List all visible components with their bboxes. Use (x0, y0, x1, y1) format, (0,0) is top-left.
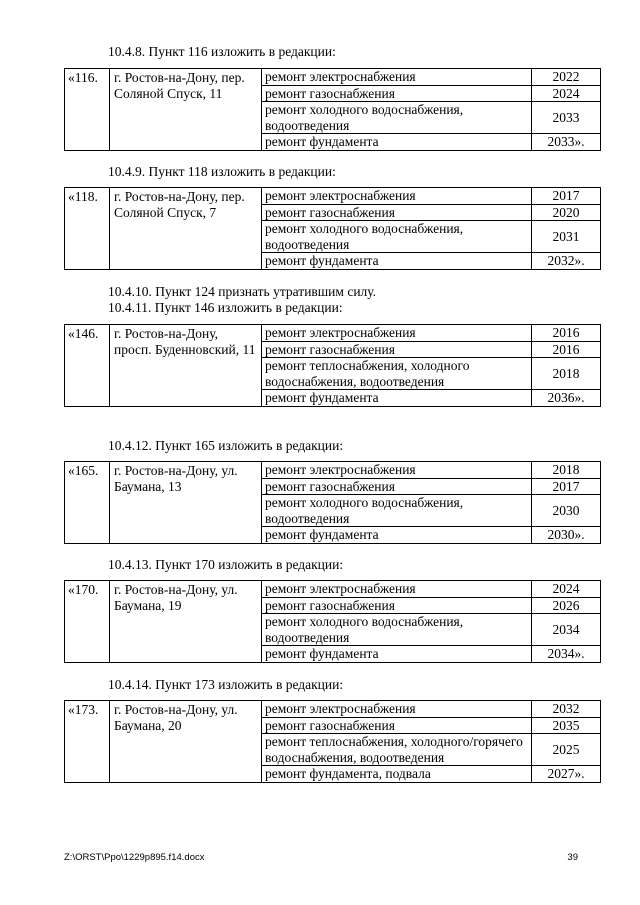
page-number: 39 (567, 852, 578, 863)
work-year: 2027». (532, 766, 601, 783)
work-year: 2018 (532, 462, 601, 479)
item-number: «146. (65, 325, 110, 407)
work-year: 2018 (532, 358, 601, 390)
table-row (65, 188, 601, 205)
work-type: ремонт электроснабжения (262, 69, 532, 86)
work-type: ремонт электроснабжения (262, 462, 532, 479)
work-year: 2034». (532, 646, 601, 663)
amendment-paragraph: 10.4.11. Пункт 146 изложить в редакции: (108, 300, 343, 315)
work-type: ремонт газоснабжения (262, 204, 532, 221)
work-type: ремонт фундамента, подвала (262, 766, 532, 783)
work-year: 2030 (532, 495, 601, 527)
work-year: 2017 (532, 478, 601, 495)
work-year: 2034 (532, 614, 601, 646)
work-type: ремонт фундамента (262, 646, 532, 663)
item-address: г. Ростов-на-Дону, пер. Соляной Спуск, 11 (110, 69, 262, 151)
work-type: ремонт холодного водоснабжения, водоотведения (262, 495, 532, 527)
work-type: ремонт газоснабжения (262, 597, 532, 614)
work-year: 2026 (532, 597, 601, 614)
work-year: 2032». (532, 253, 601, 270)
work-year: 2016 (532, 341, 601, 358)
work-year: 2033». (532, 134, 601, 151)
work-year: 2032 (532, 701, 601, 718)
item-address: г. Ростов-на-Дону, ул. Баумана, 20 (110, 701, 262, 783)
work-type: ремонт холодного водоснабжения, водоотведения (262, 221, 532, 253)
work-type: ремонт электроснабжения (262, 188, 532, 205)
footer-file-path: Z:\ORST\Ppo\1229p895.f14.docx (64, 852, 205, 863)
work-year: 2036». (532, 390, 601, 407)
item-address: г. Ростов-на-Дону, пер. Соляной Спуск, 7 (110, 188, 262, 270)
work-type: ремонт фундамента (262, 527, 532, 544)
work-type: ремонт электроснабжения (262, 325, 532, 342)
item-table (64, 700, 601, 783)
item-table (64, 68, 601, 151)
work-year: 2020 (532, 204, 601, 221)
table-row (65, 69, 601, 86)
amendment-paragraph: 10.4.9. Пункт 118 изложить в редакции: (108, 164, 336, 179)
work-type: ремонт холодного водоснабжения, водоотведения (262, 614, 532, 646)
work-year: 2030». (532, 527, 601, 544)
work-type: ремонт газоснабжения (262, 85, 532, 102)
work-type: ремонт теплоснабжения, холодного водоснабжения, водоотведения (262, 358, 532, 390)
item-table (64, 324, 601, 407)
work-type: ремонт теплоснабжения, холодного/горячего водоснабжения, водоотведения (262, 734, 532, 766)
work-type: ремонт электроснабжения (262, 581, 532, 598)
table-row (65, 462, 601, 479)
item-table (64, 187, 601, 270)
work-year: 2024 (532, 581, 601, 598)
work-type: ремонт газоснабжения (262, 341, 532, 358)
work-type: ремонт фундамента (262, 390, 532, 407)
work-type: ремонт фундамента (262, 134, 532, 151)
item-number: «116. (65, 69, 110, 151)
work-type: ремонт газоснабжения (262, 478, 532, 495)
work-year: 2025 (532, 734, 601, 766)
item-table (64, 580, 601, 663)
item-number: «173. (65, 701, 110, 783)
work-year: 2016 (532, 325, 601, 342)
amendment-paragraph: 10.4.10. Пункт 124 признать утратившим силу. (108, 284, 377, 299)
work-year: 2035 (532, 717, 601, 734)
work-type: ремонт электроснабжения (262, 701, 532, 718)
item-address: г. Ростов-на-Дону, ул. Баумана, 19 (110, 581, 262, 663)
table-row (65, 701, 601, 718)
work-year: 2033 (532, 102, 601, 134)
work-type: ремонт газоснабжения (262, 717, 532, 734)
work-year: 2024 (532, 85, 601, 102)
item-address: г. Ростов-на-Дону, просп. Буденновский, 11 (110, 325, 262, 407)
item-number: «165. (65, 462, 110, 544)
item-address: г. Ростов-на-Дону, ул. Баумана, 13 (110, 462, 262, 544)
work-year: 2017 (532, 188, 601, 205)
work-type: ремонт холодного водоснабжения, водоотведения (262, 102, 532, 134)
item-number: «170. (65, 581, 110, 663)
work-type: ремонт фундамента (262, 253, 532, 270)
item-number: «118. (65, 188, 110, 270)
amendment-paragraph: 10.4.14. Пункт 173 изложить в редакции: (108, 677, 344, 692)
amendment-paragraph: 10.4.12. Пункт 165 изложить в редакции: (108, 438, 344, 453)
amendment-paragraph: 10.4.13. Пункт 170 изложить в редакции: (108, 557, 344, 572)
table-row (65, 325, 601, 342)
work-year: 2031 (532, 221, 601, 253)
item-table (64, 461, 601, 544)
intro-paragraph: 10.4.8. Пункт 116 изложить в редакции: (108, 44, 336, 59)
table-row (65, 581, 601, 598)
work-year: 2022 (532, 69, 601, 86)
